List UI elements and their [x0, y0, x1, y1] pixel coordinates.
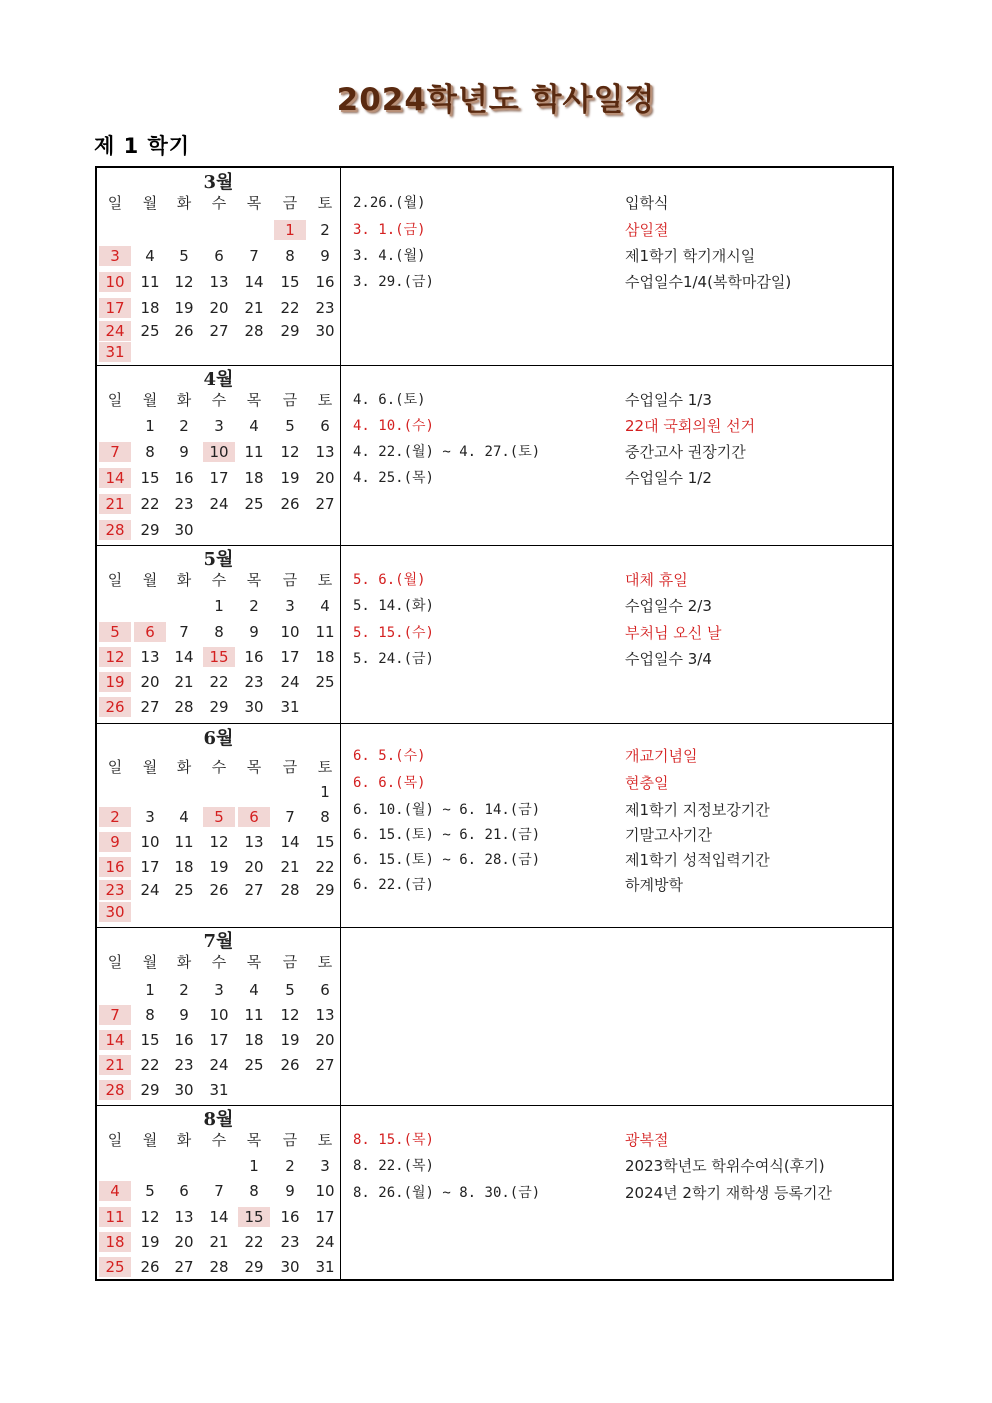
weekday-header: 월	[142, 391, 158, 409]
month-section	[97, 927, 892, 1105]
calendar-day: 23	[315, 299, 335, 317]
calendar-day: 10	[280, 623, 300, 641]
calendar-day: 1	[249, 1157, 259, 1175]
event-title: 입학식	[625, 194, 669, 212]
calendar-day: 24	[209, 495, 229, 513]
calendar-day: 2	[179, 981, 189, 999]
calendar-day: 23	[174, 495, 194, 513]
calendar-day: 19	[280, 469, 300, 487]
calendar-day: 6	[134, 622, 166, 642]
calendar-day: 20	[315, 469, 335, 487]
calendar-day: 12	[140, 1208, 160, 1226]
page-title: 2024학년도 학사일정	[336, 82, 656, 118]
weekday-header: 목	[246, 953, 262, 971]
calendar-day: 24	[209, 1056, 229, 1074]
weekday-header: 수	[211, 953, 227, 971]
calendar-day: 5	[203, 807, 235, 827]
calendar-day: 30	[99, 902, 131, 922]
calendar-day: 8	[145, 1006, 155, 1024]
weekday-header: 월	[142, 1131, 158, 1149]
weekday-header: 화	[176, 391, 192, 409]
calendar-day: 21	[244, 299, 264, 317]
calendar-day: 13	[174, 1208, 194, 1226]
month-section	[97, 365, 892, 545]
calendar-day: 10	[99, 272, 131, 292]
weekday-header: 일	[107, 1131, 123, 1149]
month-title: 5월	[203, 549, 234, 570]
calendar-day: 14	[99, 1030, 131, 1050]
month-title: 6월	[203, 728, 234, 749]
weekday-header: 금	[282, 758, 298, 776]
calendar-day: 4	[320, 597, 330, 615]
calendar-day: 11	[174, 833, 194, 851]
calendar-day: 1	[145, 417, 155, 435]
weekday-header: 일	[107, 194, 123, 212]
weekday-header: 금	[282, 391, 298, 409]
calendar-day: 27	[315, 495, 335, 513]
calendar-day: 20	[140, 673, 160, 691]
calendar-day: 16	[244, 648, 264, 666]
calendar-day: 7	[99, 1005, 131, 1025]
calendar-day: 2	[99, 807, 131, 827]
calendar-day: 18	[244, 1031, 264, 1049]
event-date: 6. 6.(목)	[353, 775, 426, 791]
event-title: 제1학기 성적입력기간	[625, 851, 770, 869]
calendar-day: 11	[99, 1207, 131, 1227]
weekday-header: 화	[176, 194, 192, 212]
calendar-day: 21	[174, 673, 194, 691]
event-date: 5. 15.(수)	[353, 625, 434, 641]
weekday-header: 화	[176, 571, 192, 589]
calendar-day: 31	[209, 1081, 229, 1099]
weekday-header: 화	[176, 758, 192, 776]
calendar-day: 4	[179, 808, 189, 826]
calendar-day: 9	[179, 1006, 189, 1024]
calendar-day: 25	[99, 1257, 131, 1277]
calendar-day: 17	[280, 648, 300, 666]
event-title: 대체 휴일	[625, 571, 688, 589]
calendar-day: 3	[320, 1157, 330, 1175]
calendar-day: 18	[174, 858, 194, 876]
calendar-day: 7	[249, 247, 259, 265]
calendar-day: 8	[249, 1182, 259, 1200]
calendar-day: 1	[214, 597, 224, 615]
calendar-day: 13	[140, 648, 160, 666]
weekday-header: 금	[282, 194, 298, 212]
calendar-day: 14	[280, 833, 300, 851]
calendar-day: 15	[140, 1031, 160, 1049]
event-date: 6. 15.(토) ~ 6. 21.(금)	[353, 827, 541, 843]
calendar-day: 22	[280, 299, 300, 317]
calendar-day: 26	[209, 881, 229, 899]
calendar-day: 21	[99, 1055, 131, 1075]
event-date: 8. 22.(목)	[353, 1158, 434, 1174]
calendar-day: 18	[244, 469, 264, 487]
event-title: 기말고사기간	[625, 826, 712, 844]
calendar-day: 12	[280, 1006, 300, 1024]
calendar-table	[95, 166, 894, 1281]
event-date: 8. 15.(목)	[353, 1132, 434, 1148]
calendar-day: 17	[140, 858, 160, 876]
event-date: 4. 22.(월) ~ 4. 27.(토)	[353, 444, 541, 460]
weekday-header: 수	[211, 571, 227, 589]
calendar-day: 10	[315, 1182, 335, 1200]
calendar-day: 27	[140, 698, 160, 716]
event-date: 3. 1.(금)	[353, 222, 426, 238]
calendar-day: 27	[244, 881, 264, 899]
calendar-day: 20	[315, 1031, 335, 1049]
calendar-day: 19	[140, 1233, 160, 1251]
calendar-day: 1	[320, 783, 330, 801]
calendar-day: 5	[285, 981, 295, 999]
event-title: 2024년 2학기 재학생 등록기간	[625, 1184, 832, 1202]
calendar-day: 10	[140, 833, 160, 851]
event-date: 6. 22.(금)	[353, 877, 434, 893]
calendar-day: 30	[280, 1258, 300, 1276]
calendar-day: 26	[174, 322, 194, 340]
calendar-day: 4	[99, 1181, 131, 1201]
calendar-day: 20	[174, 1233, 194, 1251]
calendar-day: 6	[179, 1182, 189, 1200]
month-section	[97, 723, 892, 927]
weekday-header: 월	[142, 758, 158, 776]
calendar-day: 27	[315, 1056, 335, 1074]
calendar-day: 3	[99, 246, 131, 266]
calendar-day: 5	[285, 417, 295, 435]
calendar-day: 5	[179, 247, 189, 265]
weekday-header: 목	[246, 194, 262, 212]
weekday-header: 화	[176, 1131, 192, 1149]
calendar-day: 3	[285, 597, 295, 615]
calendar-day: 29	[280, 322, 300, 340]
calendar-day: 27	[209, 322, 229, 340]
calendar-day: 2	[179, 417, 189, 435]
event-date: 6. 5.(수)	[353, 748, 426, 764]
month-title: 7월	[203, 931, 234, 952]
month-title: 8월	[203, 1109, 234, 1130]
weekday-header: 월	[142, 571, 158, 589]
calendar-day: 23	[244, 673, 264, 691]
calendar-day: 29	[209, 698, 229, 716]
calendar-day: 6	[214, 247, 224, 265]
event-title: 수업일수 1/3	[625, 391, 712, 409]
calendar-day: 3	[145, 808, 155, 826]
weekday-header: 토	[317, 758, 333, 776]
calendar-day: 29	[244, 1258, 264, 1276]
calendar-day: 22	[209, 673, 229, 691]
weekday-header: 수	[211, 758, 227, 776]
calendar-day: 31	[99, 342, 131, 362]
calendar-day: 24	[280, 673, 300, 691]
calendar-day: 29	[140, 1081, 160, 1099]
calendar-day: 14	[174, 648, 194, 666]
event-date: 5. 24.(금)	[353, 651, 434, 667]
calendar-day: 2	[285, 1157, 295, 1175]
weekday-header: 토	[317, 391, 333, 409]
calendar-day: 21	[209, 1233, 229, 1251]
calendar-day: 15	[238, 1207, 270, 1227]
calendar-day: 5	[145, 1182, 155, 1200]
weekday-header: 토	[317, 1131, 333, 1149]
calendar-day: 29	[315, 881, 335, 899]
calendar-day: 4	[145, 247, 155, 265]
month-title: 3월	[203, 172, 234, 193]
calendar-day: 25	[244, 495, 264, 513]
calendar-day: 11	[244, 443, 264, 461]
month-title: 4월	[203, 369, 234, 390]
calendar-day: 15	[315, 833, 335, 851]
weekday-header: 수	[211, 391, 227, 409]
month-section	[97, 1105, 892, 1281]
weekday-header: 월	[142, 194, 158, 212]
calendar-day: 19	[174, 299, 194, 317]
calendar-day: 30	[244, 698, 264, 716]
calendar-day: 16	[280, 1208, 300, 1226]
calendar-day: 31	[315, 1258, 335, 1276]
weekday-header: 일	[107, 571, 123, 589]
calendar-day: 13	[244, 833, 264, 851]
weekday-header: 일	[107, 953, 123, 971]
calendar-day: 25	[140, 322, 160, 340]
calendar-day: 10	[209, 1006, 229, 1024]
calendar-day: 12	[99, 647, 131, 667]
calendar-day: 4	[249, 981, 259, 999]
weekday-header: 수	[211, 1131, 227, 1149]
calendar-day: 11	[244, 1006, 264, 1024]
calendar-day: 30	[315, 322, 335, 340]
calendar-day: 9	[320, 247, 330, 265]
weekday-header: 수	[211, 194, 227, 212]
event-title: 22대 국회의원 선거	[625, 417, 756, 435]
calendar-day: 26	[280, 495, 300, 513]
calendar-day: 28	[99, 520, 131, 540]
calendar-day: 12	[280, 443, 300, 461]
calendar-day: 19	[99, 672, 131, 692]
weekday-header: 일	[107, 758, 123, 776]
calendar-day: 22	[315, 858, 335, 876]
calendar-day: 28	[209, 1258, 229, 1276]
calendar-day: 25	[174, 881, 194, 899]
calendar-day: 8	[145, 443, 155, 461]
calendar-day: 7	[179, 623, 189, 641]
calendar-day: 6	[238, 807, 270, 827]
calendar-day: 14	[209, 1208, 229, 1226]
event-title: 제1학기 학기개시일	[625, 247, 756, 265]
calendar-day: 30	[174, 1081, 194, 1099]
calendar-day: 18	[99, 1232, 131, 1252]
calendar-day: 29	[140, 521, 160, 539]
event-date: 4. 6.(토)	[353, 392, 426, 408]
weekday-header: 월	[142, 953, 158, 971]
calendar-day: 14	[244, 273, 264, 291]
month-section	[97, 545, 892, 723]
event-title: 수업일수 3/4	[625, 650, 712, 668]
calendar-day: 18	[140, 299, 160, 317]
weekday-header: 일	[107, 391, 123, 409]
calendar-day: 9	[179, 443, 189, 461]
calendar-day: 10	[203, 442, 235, 462]
calendar-day: 23	[99, 880, 131, 900]
weekday-header: 금	[282, 571, 298, 589]
calendar-day: 7	[99, 442, 131, 462]
calendar-day: 13	[315, 1006, 335, 1024]
calendar-day: 11	[140, 273, 160, 291]
calendar-day: 25	[315, 673, 335, 691]
calendar-day: 23	[174, 1056, 194, 1074]
weekday-header: 목	[246, 571, 262, 589]
weekday-header: 금	[282, 1131, 298, 1149]
event-title: 부처님 오신 날	[625, 624, 722, 642]
calendar-day: 17	[209, 1031, 229, 1049]
calendar-day: 30	[174, 521, 194, 539]
calendar-day: 15	[203, 647, 235, 667]
calendar-day: 8	[214, 623, 224, 641]
event-date: 5. 14.(화)	[353, 598, 434, 614]
calendar-day: 8	[320, 808, 330, 826]
event-date: 4. 25.(목)	[353, 470, 434, 486]
calendar-day: 8	[285, 247, 295, 265]
event-date: 6. 15.(토) ~ 6. 28.(금)	[353, 852, 541, 868]
calendar-day: 6	[320, 417, 330, 435]
calendar-day: 11	[315, 623, 335, 641]
calendar-day: 23	[280, 1233, 300, 1251]
calendar-day: 21	[99, 494, 131, 514]
calendar-day: 12	[174, 273, 194, 291]
calendar-day: 2	[320, 221, 330, 239]
calendar-day: 28	[244, 322, 264, 340]
calendar-day: 26	[140, 1258, 160, 1276]
calendar-day: 20	[244, 858, 264, 876]
calendar-day: 22	[140, 1056, 160, 1074]
calendar-day: 22	[244, 1233, 264, 1251]
event-date: 8. 26.(월) ~ 8. 30.(금)	[353, 1185, 541, 1201]
semester-heading: 제 1 학기	[94, 134, 191, 158]
calendar-day: 28	[174, 698, 194, 716]
event-title: 수업일수 1/2	[625, 469, 712, 487]
calendar-day: 16	[315, 273, 335, 291]
calendar-day: 17	[315, 1208, 335, 1226]
calendar-day: 9	[249, 623, 259, 641]
calendar-day: 6	[320, 981, 330, 999]
event-title: 광복절	[625, 1131, 669, 1149]
calendar-day: 28	[99, 1080, 131, 1100]
calendar-day: 15	[280, 273, 300, 291]
event-date: 6. 10.(월) ~ 6. 14.(금)	[353, 802, 541, 818]
weekday-header: 토	[317, 571, 333, 589]
calendar-day: 13	[315, 443, 335, 461]
event-date: 2.26.(월)	[353, 195, 426, 211]
calendar-day: 20	[209, 299, 229, 317]
calendar-day: 9	[99, 832, 131, 852]
event-date: 4. 10.(수)	[353, 418, 434, 434]
calendar-day: 19	[209, 858, 229, 876]
calendar-day: 13	[209, 273, 229, 291]
calendar-day: 27	[174, 1258, 194, 1276]
calendar-day: 18	[315, 648, 335, 666]
event-title: 현충일	[625, 774, 669, 792]
weekday-header: 토	[317, 953, 333, 971]
calendar-day: 2	[249, 597, 259, 615]
event-title: 삼일절	[625, 221, 669, 239]
weekday-header: 목	[246, 1131, 262, 1149]
event-title: 2023학년도 학위수여식(후기)	[625, 1157, 825, 1175]
event-date: 3. 29.(금)	[353, 274, 434, 290]
event-title: 하계방학	[625, 876, 683, 894]
event-title: 제1학기 지정보강기간	[625, 801, 770, 819]
calendar-day: 9	[285, 1182, 295, 1200]
weekday-header: 금	[282, 953, 298, 971]
calendar-day: 16	[99, 857, 131, 877]
weekday-header: 목	[246, 758, 262, 776]
calendar-day: 7	[285, 808, 295, 826]
calendar-day: 17	[99, 298, 131, 318]
event-title: 개교기념일	[625, 747, 698, 765]
calendar-day: 24	[140, 881, 160, 899]
calendar-day: 25	[244, 1056, 264, 1074]
event-title: 중간고사 권장기간	[625, 443, 746, 461]
calendar-day: 14	[99, 468, 131, 488]
calendar-day: 1	[274, 220, 306, 240]
calendar-day: 17	[209, 469, 229, 487]
calendar-day: 12	[209, 833, 229, 851]
calendar-day: 28	[280, 881, 300, 899]
event-title: 수업일수1/4(복학마감일)	[625, 273, 792, 291]
calendar-day: 7	[214, 1182, 224, 1200]
weekday-header: 화	[176, 953, 192, 971]
calendar-day: 15	[140, 469, 160, 487]
calendar-day: 5	[99, 622, 131, 642]
calendar-day: 24	[315, 1233, 335, 1251]
calendar-day: 4	[249, 417, 259, 435]
month-section	[97, 168, 892, 365]
weekday-header: 목	[246, 391, 262, 409]
calendar-day: 3	[214, 417, 224, 435]
calendar-day: 16	[174, 469, 194, 487]
calendar-day: 22	[140, 495, 160, 513]
event-date: 5. 6.(월)	[353, 572, 426, 588]
calendar-day: 1	[145, 981, 155, 999]
calendar-day: 21	[280, 858, 300, 876]
calendar-day: 31	[280, 698, 300, 716]
calendar-day: 3	[214, 981, 224, 999]
event-date: 3. 4.(월)	[353, 248, 426, 264]
calendar-day: 26	[280, 1056, 300, 1074]
calendar-day: 24	[99, 321, 131, 341]
event-title: 수업일수 2/3	[625, 597, 712, 615]
calendar-day: 19	[280, 1031, 300, 1049]
calendar-day: 16	[174, 1031, 194, 1049]
weekday-header: 토	[317, 194, 333, 212]
calendar-day: 26	[99, 697, 131, 717]
